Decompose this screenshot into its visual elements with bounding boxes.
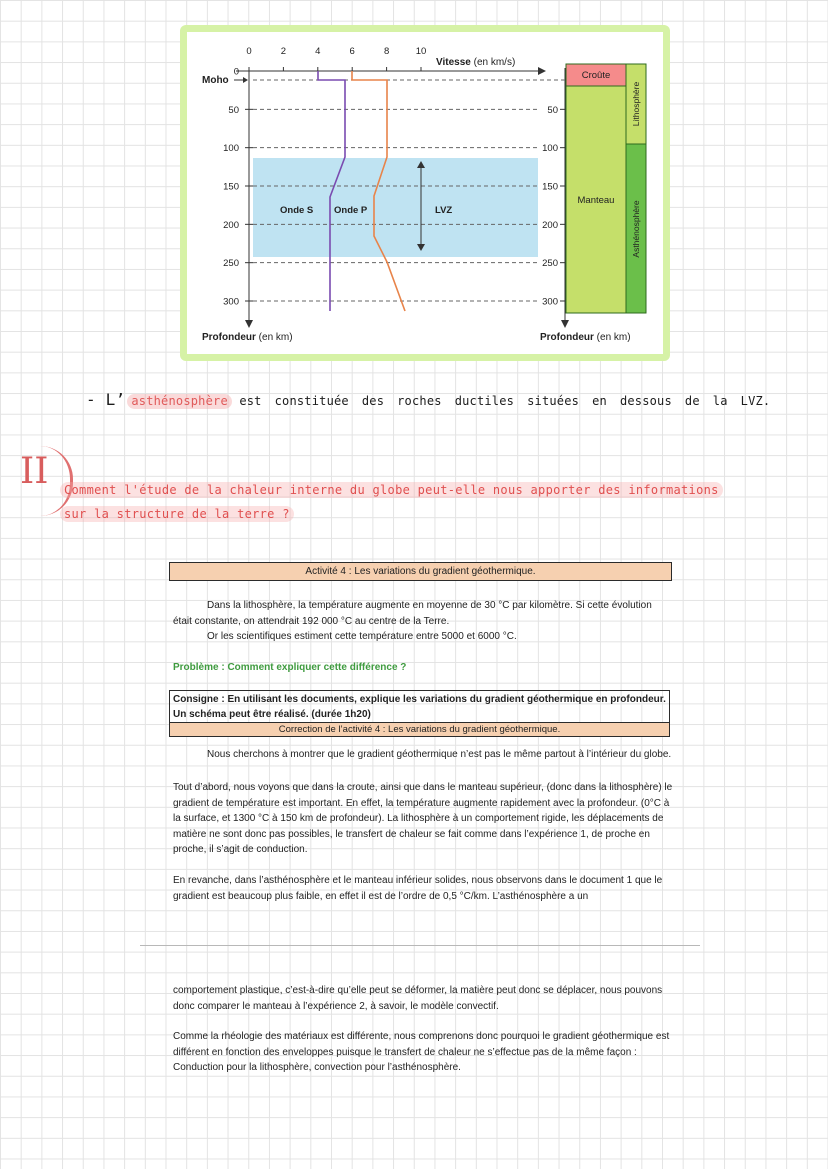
note-asthenosphere (86, 390, 783, 409)
correction-paragraph-2: Tout d’abord, nous voyons que dans la croute, ainsi que dans le manteau supérieur, (donc dans la lithosphère) le gradient de température est important. En effet, la température augmente rapidement avec la profondeur. (0°C à la surface, et 1300 °C à 150 km de profondeur). La lithosphère à un comportement rigide, les déplacements de matière ne sont donc pas possibles, le transfert de chaleur se fait comme dans l’expérience 1, de proche en proche, il s’agit de conduction. (173, 782, 673, 855)
note-word: situées (527, 394, 580, 408)
moho-arrow-head (243, 77, 248, 83)
depth-axis-left-arrow (245, 320, 253, 328)
lithosphere-label: Lithosphère (631, 81, 641, 127)
depth-tick-label-right: 250 (542, 258, 558, 270)
speed-tick-label: 0 (246, 46, 252, 57)
intro-paragraph-1: Dans la lithosphère, la température augmente en moyenne de 30 °C par kilomètre. Si cette évolution était constante, on attendrait 192 000 °C au centre de la Terre. (173, 600, 652, 627)
probleme-line: Problème : Comment expliquer cette différence ? (173, 662, 407, 673)
depth-tick-label-right: 100 (542, 143, 558, 155)
activity-title: Activité 4 : Les variations du gradient géothermique. (169, 562, 672, 581)
depth-tick-label-right: 200 (542, 219, 558, 231)
speed-axis-title: Vitesse (en km/s) (436, 57, 516, 68)
wave-s-label: Onde S (280, 205, 314, 216)
note-word: en (592, 394, 607, 408)
speed-tick-label: 10 (415, 46, 427, 57)
note-word: dessous (619, 394, 672, 408)
depth-axis-title-left: Profondeur (en km) (202, 332, 293, 343)
section-number: II (20, 451, 49, 492)
depth-tick-label-left: 100 (223, 143, 239, 155)
speed-ticks (246, 46, 426, 71)
note-highlight-asthenosphere: asthénosphère (127, 394, 232, 409)
correction-paragraph-3: En revanche, dans l’asthénosphère et le manteau inférieur solides, nous observons dans le document 1 que le gradient est beaucoup plus faible, en effet il est de l’ordre de 0,5 °C/km. L’asthénosphère a un (173, 875, 663, 902)
depth-axis-right-arrow (561, 320, 569, 328)
correction-paragraph-1 (173, 747, 673, 763)
question-line-1: Comment l'étude de la chaleur interne du globe peut-elle nous apporter des informations (60, 482, 723, 498)
depth-tick-label-left: 200 (223, 219, 239, 231)
depth-tick-label-right: 50 (547, 104, 558, 116)
correction-paragraph-5: Comme la rhéologie des matériaux est différente, nous comprenons donc pourquoi le gradient géothermique est différent en fonction des enveloppes puisque le transfert de chaleur ne s’effectue pas de la même façon : Conduction pour la lithosphère, convection pour l’asthénosphère. (173, 1031, 670, 1073)
crust-label: Croûte (581, 70, 611, 81)
wave-p-label: Onde P (334, 205, 368, 216)
depth-tick-label-left: 150 (223, 181, 239, 193)
speed-axis-arrow (538, 67, 546, 75)
depth-axis-title-right: Profondeur (en km) (540, 332, 631, 343)
moho-label: Moho (202, 75, 229, 86)
note-word: la (712, 394, 728, 408)
asthenosphere-label: Asthénosphère (631, 200, 641, 258)
speed-tick-label: 4 (315, 46, 321, 57)
speed-tick-label: 2 (280, 46, 287, 57)
note-word: est (239, 394, 262, 408)
note-dash: - L’ (86, 390, 126, 409)
note-word: de (684, 394, 700, 408)
question-line-2: sur la structure de la terre ? (60, 506, 294, 522)
correction-paragraph-4: comportement plastique, c’est-à-dire qu’elle peut se déformer, la matière peut donc se déplacer, nous pouvons donc comparer le manteau à l’expérience 2, à savoir, le modèle convectif. (173, 985, 663, 1012)
note-word: constituée (274, 394, 349, 408)
intro-paragraph-2: Or les scientifiques estiment cette température entre 5000 et 6000 °C. (207, 631, 517, 642)
speed-tick-label: 6 (349, 46, 355, 57)
note-word: LVZ. (740, 394, 771, 408)
note-word: des (361, 394, 385, 408)
note-word: roches (397, 394, 442, 408)
correction-title: Correction de l’activité 4 : Les variations du gradient géothermique. (169, 722, 670, 737)
speed-tick-label: 8 (383, 46, 390, 57)
depth-tick-label-left: 300 (223, 296, 239, 308)
correction-paragraph-1-text: Nous cherchons à montrer que le gradient géothermique n’est pas le même partout à l’intérieur du globe. (207, 749, 672, 760)
depth-tick-label-left: 250 (223, 258, 239, 270)
lvz-label: LVZ (435, 205, 453, 216)
consigne-box: Consigne : En utilisant les documents, explique les variations du gradient géothermique en profondeur. Un schéma peut être réalisé. (durée 1h20) (169, 690, 670, 722)
page-divider (140, 945, 700, 946)
mantle-label: Manteau (577, 195, 615, 206)
depth-tick-label-right: 150 (542, 181, 558, 193)
depth-tick-label-left: 0 (233, 66, 239, 78)
depth-tick-label-left: 50 (228, 104, 239, 116)
seismic-velocity-figure (0, 0, 828, 380)
depth-tick-label-right: 300 (542, 296, 558, 308)
note-word: ductiles (454, 394, 515, 408)
